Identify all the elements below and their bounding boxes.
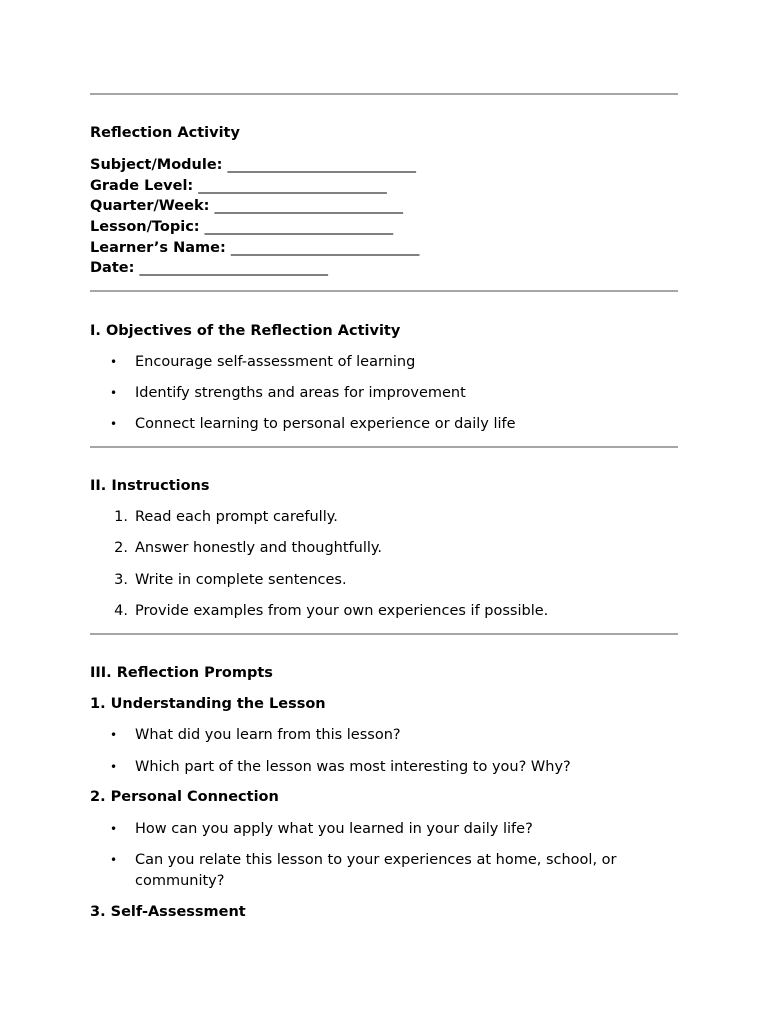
list-item-text: What did you learn from this lesson? <box>135 727 401 743</box>
bullet-icon: • <box>110 853 118 867</box>
field-quarter-week <box>90 197 403 215</box>
list-item-text: How can you apply what you learned in your daily life? <box>135 821 533 837</box>
list-item <box>90 601 678 622</box>
field-blank: __________________________ <box>139 260 328 276</box>
list-item-text: Write in complete sentences. <box>135 572 347 588</box>
subsection-heading-understanding: 1. Understanding the Lesson <box>90 696 326 712</box>
field-grade-level <box>90 177 387 195</box>
subsection-heading-self-assessment: 3. Self-Assessment <box>90 904 246 920</box>
section-heading-prompts: III. Reflection Prompts <box>90 665 273 681</box>
bullet-icon: • <box>110 386 118 400</box>
list-item <box>90 850 678 892</box>
list-item-text: Read each prompt carefully. <box>135 509 338 525</box>
list-item <box>90 757 678 778</box>
list-item-text: Provide examples from your own experiences if possible. <box>135 603 549 619</box>
list-item-text: Encourage self-assessment of learning <box>135 354 416 370</box>
field-label: Grade Level: <box>90 178 194 194</box>
field-label: Lesson/Topic: <box>90 219 200 235</box>
list-number: 2. <box>114 540 128 556</box>
divider-instructions <box>90 633 678 635</box>
bullet-icon: • <box>110 417 118 431</box>
field-label: Date: <box>90 260 135 276</box>
field-label: Learner’s Name: <box>90 240 226 256</box>
field-blank: __________________________ <box>204 219 394 235</box>
list-item <box>90 570 678 591</box>
divider-top <box>90 93 678 95</box>
bullet-icon: • <box>110 822 118 836</box>
subsection-heading-personal-connection: 2. Personal Connection <box>90 789 279 805</box>
list-item <box>90 507 678 528</box>
document-title: Reflection Activity <box>90 125 240 141</box>
list-item-text: Connect learning to personal experience or daily life <box>135 416 516 432</box>
list-item <box>90 383 678 404</box>
list-item <box>90 538 678 559</box>
field-lesson-topic <box>90 218 393 236</box>
list-number: 1. <box>114 509 128 525</box>
field-blank: __________________________ <box>198 178 387 194</box>
field-blank: __________________________ <box>227 157 417 173</box>
field-blank: __________________________ <box>230 240 420 256</box>
list-item-text: Identify strengths and areas for improvement <box>135 385 466 401</box>
list-item <box>90 819 678 840</box>
divider-header <box>90 290 678 292</box>
bullet-icon: • <box>110 760 118 774</box>
list-number: 3. <box>114 572 128 588</box>
field-date <box>90 259 328 277</box>
bullet-icon: • <box>110 728 118 742</box>
field-subject-module <box>90 156 416 174</box>
field-learner-name <box>90 239 419 257</box>
field-label: Quarter/Week: <box>90 198 210 214</box>
list-number: 4. <box>114 603 128 619</box>
field-label: Subject/Module: <box>90 157 223 173</box>
field-blank: __________________________ <box>214 198 403 214</box>
list-item <box>90 352 678 373</box>
list-item <box>90 725 678 746</box>
section-heading-objectives: I. Objectives of the Reflection Activity <box>90 323 401 339</box>
list-item-text: Can you relate this lesson to your experiences at home, school, or community? <box>135 852 617 889</box>
list-item <box>90 414 678 435</box>
list-item-text: Answer honestly and thoughtfully. <box>135 540 383 556</box>
bullet-icon: • <box>110 355 118 369</box>
list-item-text: Which part of the lesson was most interesting to you? Why? <box>135 759 571 775</box>
section-heading-instructions: II. Instructions <box>90 478 210 494</box>
divider-objectives <box>90 446 678 448</box>
